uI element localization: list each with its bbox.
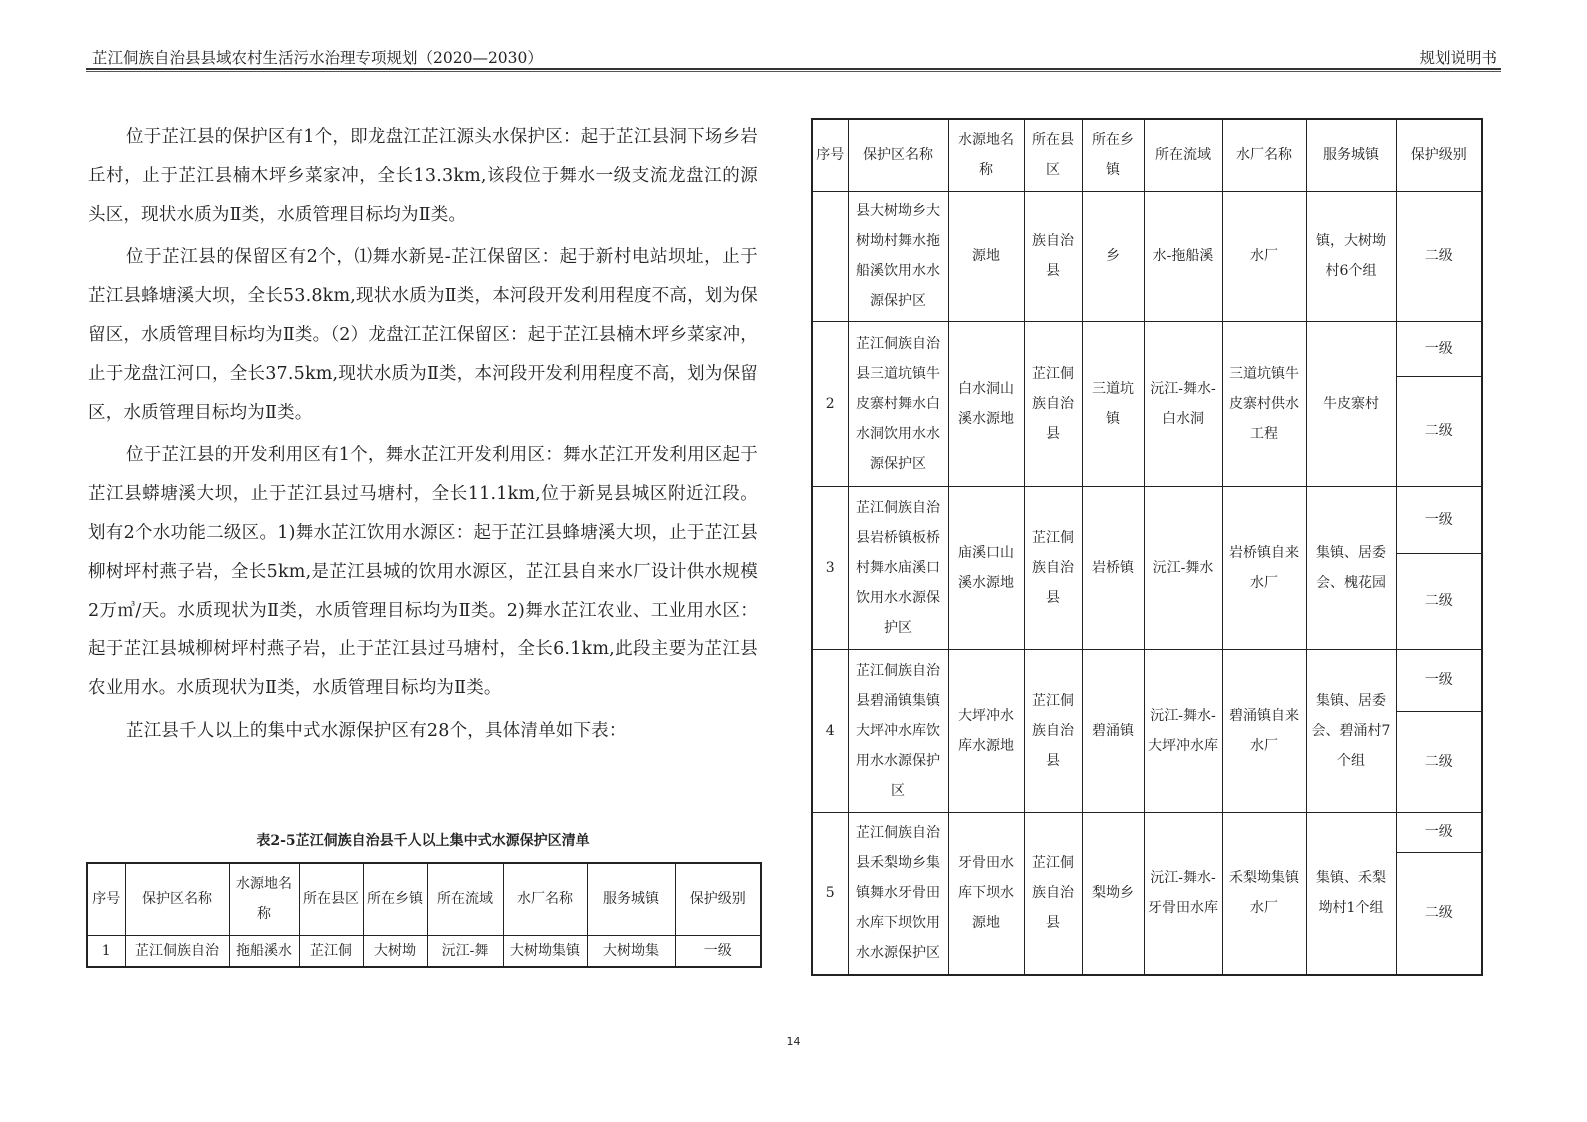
column-header: 水源地名称 [229, 863, 299, 935]
table-cell: 大树坳集镇 [503, 935, 587, 967]
table-cell-no: 4 [812, 649, 848, 812]
page-number: 14 [786, 1035, 801, 1048]
table-cell-plant: 水厂 [1222, 191, 1306, 321]
table-cell-name: 芷江侗族自治县岩桥镇板桥村舞水庙溪口饮用水水源保护区 [848, 486, 948, 649]
body-text [88, 118, 758, 751]
table-cell-level: 一级 [1396, 486, 1482, 553]
table-cell: 芷江侗 [299, 935, 363, 967]
table-cell-basin: 沅江-舞水-大坪冲水库 [1144, 649, 1222, 812]
table-header-row [87, 863, 761, 935]
table-cell-level: 二级 [1396, 852, 1482, 975]
protection-zone-table-part2 [811, 118, 1483, 976]
table-cell-name: 芷江侗族自治县三道坑镇牛皮寨村舞水白水洞饮用水水源保护区 [848, 321, 948, 486]
table-cell: 拖船溪水 [229, 935, 299, 967]
header-rule-thin [86, 71, 1501, 72]
table-cell-level: 二级 [1396, 191, 1482, 321]
table-cell-service: 集镇、居委会、碧涌村7个组 [1306, 649, 1396, 812]
column-header: 水厂名称 [503, 863, 587, 935]
table-cell-town: 梨坳乡 [1082, 812, 1144, 975]
column-header: 序号 [812, 119, 848, 191]
table-cell-source: 牙骨田水库下坝水源地 [948, 812, 1024, 975]
table-row [812, 191, 1482, 321]
column-header: 保护级别 [675, 863, 761, 935]
table-cell-level: 二级 [1396, 553, 1482, 649]
table-cell-town: 乡 [1082, 191, 1144, 321]
page-header [86, 44, 1501, 70]
table-cell: 1 [87, 935, 125, 967]
table-cell-basin: 沅江-舞水 [1144, 486, 1222, 649]
header-rule [86, 68, 1501, 70]
table-cell-source: 庙溪口山溪水源地 [948, 486, 1024, 649]
table-cell-service: 集镇、禾梨坳村1个组 [1306, 812, 1396, 975]
table-row [812, 486, 1482, 553]
table-cell-level: 二级 [1396, 711, 1482, 812]
table-cell: 芷江侗族自治 [125, 935, 229, 967]
table-row [812, 812, 1482, 852]
table-cell-source: 大坪冲水库水源地 [948, 649, 1024, 812]
column-header: 序号 [87, 863, 125, 935]
table-header-row [812, 119, 1482, 191]
column-header: 服务城镇 [1306, 119, 1396, 191]
table-row [87, 935, 761, 967]
paragraph: 芷江县千人以上的集中式水源保护区有28个，具体清单如下表： [126, 720, 627, 741]
table-cell-no: 5 [812, 812, 848, 975]
table-cell-county: 族自治县 [1024, 191, 1082, 321]
column-header: 保护级别 [1396, 119, 1482, 191]
protection-zone-table-part1 [86, 862, 762, 968]
column-header: 保护区名称 [125, 863, 229, 935]
table-cell-plant: 岩桥镇自来水厂 [1222, 486, 1306, 649]
table-cell-basin: 沅江-舞水-白水洞 [1144, 321, 1222, 486]
table-cell-plant: 碧涌镇自来水厂 [1222, 649, 1306, 812]
table-cell-no: 2 [812, 321, 848, 486]
table-cell-town: 碧涌镇 [1082, 649, 1144, 812]
table-cell-plant: 禾梨坳集镇水厂 [1222, 812, 1306, 975]
table-cell-town: 三道坑镇 [1082, 321, 1144, 486]
table-cell-source: 源地 [948, 191, 1024, 321]
column-header: 所在县区 [299, 863, 363, 935]
table-cell-county: 芷江侗族自治县 [1024, 321, 1082, 486]
table-cell-basin: 水-拖船溪 [1144, 191, 1222, 321]
table-row [812, 649, 1482, 711]
table-cell-county: 芷江侗族自治县 [1024, 486, 1082, 649]
column-header: 保护区名称 [848, 119, 948, 191]
column-header: 所在县区 [1024, 119, 1082, 191]
paragraph: 位于芷江县的保护区有1个，即龙盘江芷江源头水保护区：起于芷江县洞下场乡岩丘村，止于芷江县楠木坪乡菜家冲，全长13.3km,该段位于舞水一级支流龙盘江的源头区，现状水质为Ⅱ类，水质管理目标均为Ⅱ类。 [88, 127, 758, 225]
document-type: 规划说明书 [1419, 49, 1497, 67]
table-cell: 大树坳 [363, 935, 427, 967]
table-row [812, 321, 1482, 376]
table-cell-service: 牛皮寨村 [1306, 321, 1396, 486]
table-cell-name: 县大树坳乡大树坳村舞水拖船溪饮用水水源保护区 [848, 191, 948, 321]
table-cell-no: 3 [812, 486, 848, 649]
table-cell-basin: 沅江-舞水-牙骨田水库 [1144, 812, 1222, 975]
table-cell: 大树坳集 [587, 935, 675, 967]
table-cell-county: 芷江侗族自治县 [1024, 812, 1082, 975]
table-cell-level: 一级 [1396, 321, 1482, 376]
table-cell-level: 一级 [1396, 812, 1482, 852]
column-header: 所在流域 [427, 863, 503, 935]
table-cell-no [812, 191, 848, 321]
table-cell: 一级 [675, 935, 761, 967]
table-cell-town: 岩桥镇 [1082, 486, 1144, 649]
table-cell-source: 白水洞山溪水源地 [948, 321, 1024, 486]
paragraph: 位于芷江县的开发利用区有1个，舞水芷江开发利用区：舞水芷江开发利用区起于芷江县蟒塘溪大坝，止于芷江县过马塘村，全长11.1km,位于新晃县城区附近江段。划有2个水功能二级区。1)舞水芷江饮用水源区：起于芷江县蜂塘溪大坝，止于芷江县柳树坪村燕子岩，全长5km,是芷江县城的饮用水源区，芷江县自来水厂设计供水规模2万㎥/天。水质现状为Ⅱ类，水质管理目标均为Ⅱ类。2)舞水芷江农业、工业用水区：起于芷江县城柳树坪村燕子岩，止于芷江县过马塘村，全长6.1km,此段主要为芷江县农业用水。水质现状为Ⅱ类，水质管理目标均为Ⅱ类。 [88, 445, 758, 699]
table-cell: 沅江-舞 [427, 935, 503, 967]
column-header: 水厂名称 [1222, 119, 1306, 191]
table-cell-name: 芷江侗族自治县禾梨坳乡集镇舞水牙骨田水库下坝饮用水水源保护区 [848, 812, 948, 975]
table-cell-service: 镇，大树坳村6个组 [1306, 191, 1396, 321]
table-cell-level: 二级 [1396, 376, 1482, 486]
column-header: 所在流域 [1144, 119, 1222, 191]
table-cell-level: 一级 [1396, 649, 1482, 711]
paragraph: 位于芷江县的保留区有2个，⑴舞水新晃-芷江保留区：起于新村电站坝址，止于芷江县蜂塘溪大坝，全长53.8km,现状水质为Ⅱ类，本河段开发利用程度不高，划为保留区，水质管理目标均为Ⅱ类。（2）龙盘江芷江保留区：起于芷江县楠木坪乡菜家冲，止于龙盘江河口，全长37.5km,现状水质为Ⅱ类，本河段开发利用程度不高，划为保留区，水质管理目标均为Ⅱ类。 [88, 247, 758, 423]
table-cell-service: 集镇、居委会、槐花园 [1306, 486, 1396, 649]
table-cell-plant: 三道坑镇牛皮寨村供水工程 [1222, 321, 1306, 486]
table-caption: 表2-5芷江侗族自治县千人以上集中式水源保护区清单 [256, 833, 590, 849]
document-title: 芷江侗族自治县县域农村生活污水治理专项规划（2020—2030） [92, 49, 543, 67]
column-header: 所在乡镇 [363, 863, 427, 935]
table-cell-name: 芷江侗族自治县碧涌镇集镇大坪冲水库饮用水水源保护区 [848, 649, 948, 812]
column-header: 水源地名称 [948, 119, 1024, 191]
table-cell-county: 芷江侗族自治县 [1024, 649, 1082, 812]
column-header: 所在乡镇 [1082, 119, 1144, 191]
column-header: 服务城镇 [587, 863, 675, 935]
